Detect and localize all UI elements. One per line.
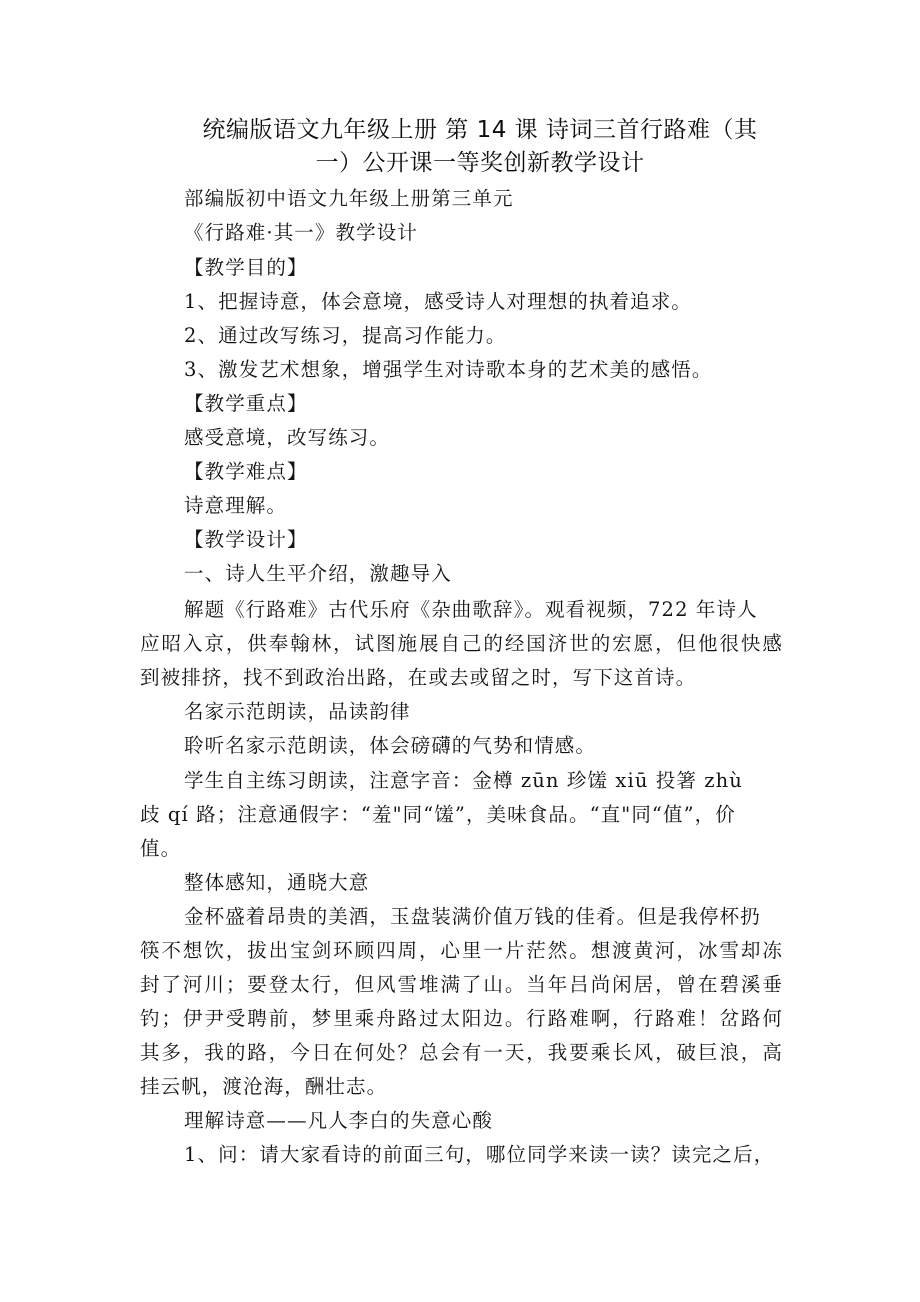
paragraph-line: 歧 qí 路；注意通假字：“羞"同“馐”，美味食品。“直"同“值”，价 — [140, 803, 736, 826]
paragraph-line: 挂云帆，渡沧海，酬壮志。 — [140, 1075, 388, 1098]
section-heading-difficulty: 【教学难点】 — [184, 460, 308, 483]
unit-label: 部编版初中语文九年级上册第三单元 — [184, 187, 514, 210]
step-heading: 理解诗意——凡人李白的失意心酸 — [184, 1109, 494, 1132]
paragraph-line: 钓；伊尹受聘前，梦里乘舟路过太阳边。行路难啊，行路难！岔路何 — [140, 1007, 783, 1030]
section-heading-objectives: 【教学目的】 — [184, 256, 308, 279]
document-title-line-1: 统编版语文九年级上册 第 14 课 诗词三首行路难（其 — [202, 117, 758, 143]
design-title: 《行路难·其一》教学设计 — [184, 221, 418, 244]
paragraph-line: 解题《行路难》古代乐府《杂曲歌辞》。观看视频，722 年诗人 — [184, 598, 758, 621]
paragraph-line: 筷不想饮，拔出宝剑环顾四周，心里一片茫然。想渡黄河，冰雪却冻 — [140, 939, 783, 962]
paragraph-line: 金杯盛着昂贵的美酒，玉盘装满价值万钱的佳肴。但是我停杯扔 — [184, 905, 761, 928]
step-heading: 名家示范朗读，品读韵律 — [184, 700, 411, 723]
section-heading-design: 【教学设计】 — [184, 528, 308, 551]
focus-text: 感受意境，改写练习。 — [184, 426, 391, 449]
objective-item: 2、通过改写练习，提高习作能力。 — [184, 324, 507, 347]
paragraph-line: 应昭入京，供奉翰林，试图施展自己的经国济世的宏愿，但他很快感 — [140, 632, 783, 655]
objective-item: 3、激发艺术想象，增强学生对诗歌本身的艺术美的感悟。 — [184, 358, 713, 381]
paragraph-line: 到被排挤，找不到政治出路，在或去或留之时，写下这首诗。 — [140, 666, 697, 689]
paragraph-line: 值。 — [140, 837, 182, 860]
paragraph-line: 学生自主练习朗读，注意字音：金樽 zūn 珍馐 xiū 投箸 zhù — [184, 769, 743, 792]
difficulty-text: 诗意理解。 — [184, 494, 288, 517]
document-title-line-2: 一）公开课一等奖创新教学设计 — [315, 150, 645, 176]
paragraph-line: 其多，我的路，今日在何处？总会有一天，我要乘长风，破巨浪，高 — [140, 1041, 783, 1064]
paragraph-line: 聆听名家示范朗读，体会磅礴的气势和情感。 — [184, 734, 597, 757]
paragraph-line: 封了河川；要登太行，但风雪堆满了山。当年吕尚闲居，曾在碧溪垂 — [140, 973, 783, 996]
objective-item: 1、把握诗意，体会意境，感受诗人对理想的执着追求。 — [184, 290, 692, 313]
step-heading: 一、诗人生平介绍，激趣导入 — [184, 562, 452, 585]
section-heading-focus: 【教学重点】 — [184, 392, 308, 415]
paragraph-line: 1、问：请大家看诗的前面三句，哪位同学来读一读？读完之后， — [184, 1143, 775, 1166]
step-heading: 整体感知，通晓大意 — [184, 871, 370, 894]
